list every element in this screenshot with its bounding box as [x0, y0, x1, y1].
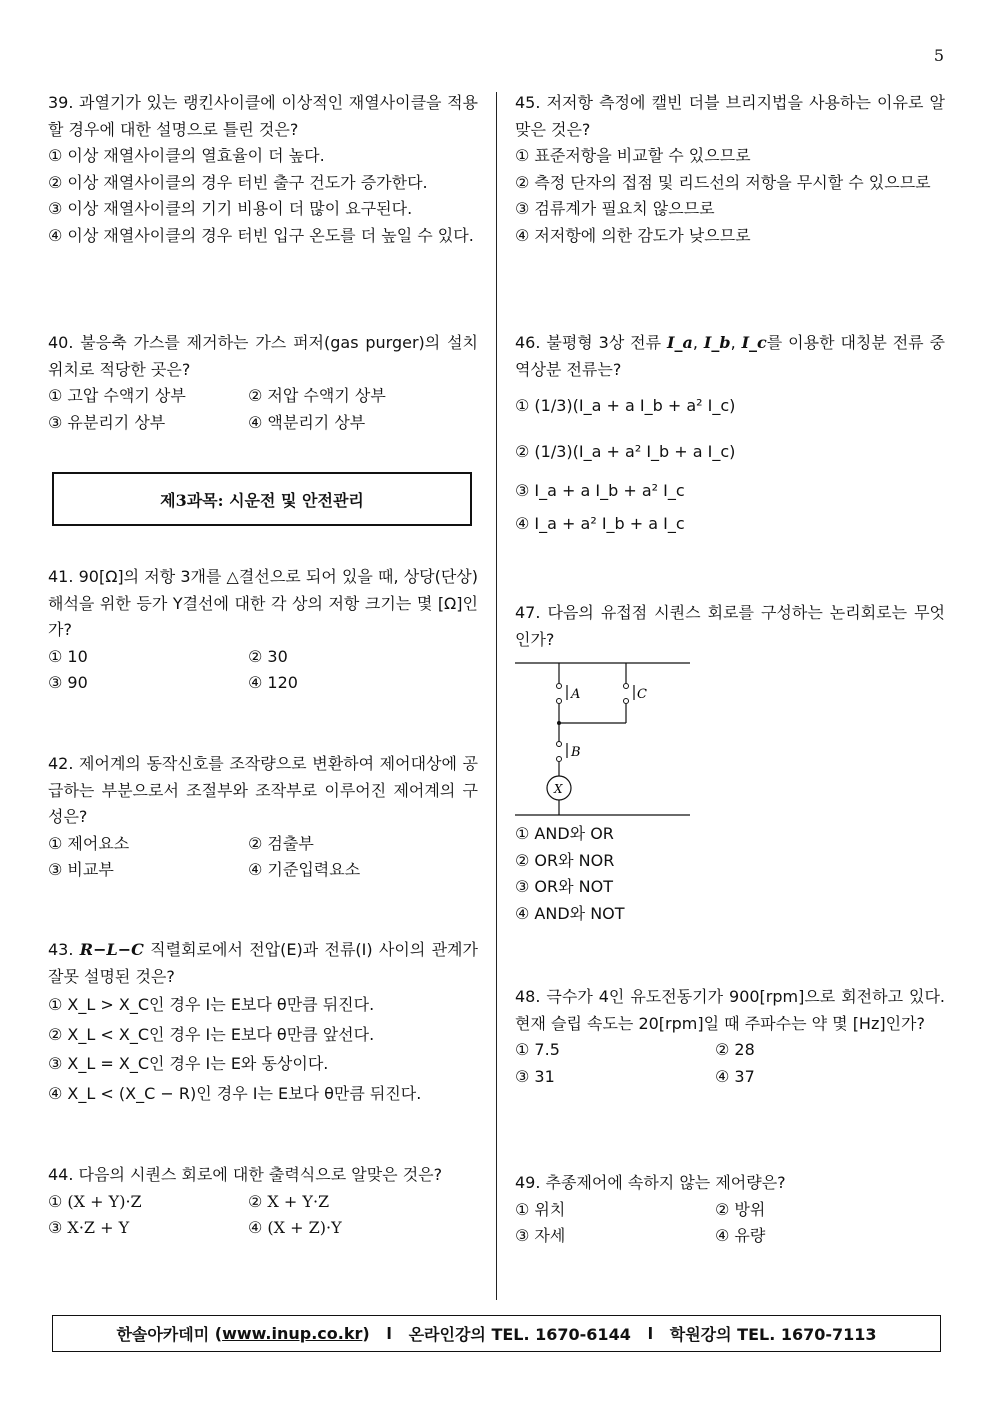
question-39 [48, 90, 478, 250]
question-46-option-1: ① (1/3)(I_a + a I_b + a² I_c) [515, 395, 736, 415]
footer-brand: 한솔아카데미 [116, 1325, 210, 1344]
question-47-option-4: ④ AND와 NOT [515, 903, 625, 923]
question-48-option-3: ③ 31 [515, 1066, 555, 1086]
question-45 [515, 90, 945, 250]
question-43 [48, 937, 478, 1108]
question-40 [48, 330, 478, 436]
question-49-option-1: ① 위치 [515, 1199, 566, 1219]
question-43-rlc: R−L−C [79, 940, 144, 959]
question-44-option-2: ② X + Y·Z [248, 1191, 330, 1211]
question-40-option-3: ③ 유분리기 상부 [48, 412, 166, 432]
question-46-stem: 46. 불평형 3상 전류 I_a, I_b, I_c를 이용한 대칭분 전류 중 역상분 전류는? [515, 333, 946, 379]
question-42-option-4: ④ 기준입력요소 [248, 860, 361, 880]
section-title: 제3과목: 시운전 및 안전관리 [52, 472, 472, 526]
contact-a-label: A [571, 687, 581, 703]
question-42-option-3: ③ 비교부 [48, 860, 114, 880]
question-48-option-1: ① 7.5 [515, 1040, 560, 1060]
question-45-option-3: ③ 검류계가 필요치 않으므로 [515, 199, 715, 219]
question-47-option-3: ③ OR와 NOT [515, 877, 614, 897]
question-39-option-4: ④ 이상 재열사이클의 경우 터빈 입구 온도를 더 높일 수 있다. [48, 225, 474, 245]
question-40-option-4: ④ 액분리기 상부 [248, 412, 366, 432]
question-43-option-2: ② X_L < X_C인 경우 I는 E보다 θ만큼 앞선다. [48, 1024, 375, 1044]
question-40-option-1: ① 고압 수액기 상부 [48, 386, 186, 406]
question-41-option-3: ③ 90 [48, 673, 88, 693]
contact-c-label: C [637, 687, 647, 703]
question-39-option-2: ② 이상 재열사이클의 경우 터빈 출구 건도가 증가한다. [48, 172, 428, 192]
relay-x-label: X [554, 782, 563, 797]
question-47-stem: 47. 다음의 유접점 시퀀스 회로를 구성하는 논리회로는 무엇인가? [515, 603, 945, 649]
question-42 [48, 751, 478, 884]
question-42-option-1: ① 제어요소 [48, 833, 130, 853]
question-43-stem-rest: 직렬회로에서 전압(E)과 전류(I) 사이의 관계가 잘못 설명된 것은? [48, 940, 478, 986]
current-ic: I_c [741, 333, 767, 352]
question-41-stem: 41. 90[Ω]의 저항 3개를 △결선으로 되어 있을 때, 상당(단상) 해석을 위한 등가 Y결선에 대한 각 상의 저항 크기는 몇 [Ω]인가? [48, 567, 478, 640]
question-45-stem: 45. 저저항 측정에 캘빈 더블 브리지법을 사용하는 이유로 알맞은 것은? [515, 93, 945, 139]
question-47 [515, 600, 945, 928]
question-48-stem: 48. 극수가 4인 유도전동기가 900[rpm]으로 회전하고 있다. 현재 슬립 속도는 20[rpm]일 때 주파수는 약 몇 [Hz]인가? [515, 987, 945, 1033]
question-49-option-3: ③ 자세 [515, 1226, 566, 1246]
question-48-option-4: ④ 37 [715, 1066, 755, 1086]
question-44-option-4: ④ (X + Z)·Y [248, 1218, 342, 1238]
question-41-option-2: ② 30 [248, 646, 288, 666]
question-49-option-4: ④ 유량 [715, 1226, 766, 1246]
footer-separator: l [386, 1324, 392, 1343]
question-41 [48, 564, 478, 697]
contact-b-label: B [571, 745, 581, 761]
page-number: 5 [933, 46, 944, 65]
question-48 [515, 984, 945, 1090]
question-49-option-2: ② 방위 [715, 1199, 766, 1219]
question-48-option-2: ② 28 [715, 1040, 755, 1060]
current-ib: I_b [703, 333, 731, 352]
footer-online-phone: 온라인강의 TEL. 1670-6144 [408, 1325, 631, 1344]
question-44 [48, 1162, 478, 1242]
question-43-option-4: ④ X_L < (X_C − R)인 경우 I는 E보다 θ만큼 뒤진다. [48, 1083, 422, 1103]
question-42-stem: 42. 제어계의 동작신호를 조작량으로 변환하여 제어대상에 공급하는 부분으로서 조절부와 조작부로 이루어진 제어계의 구성은? [48, 754, 478, 827]
footer-banner: 한솔아카데미 ( www.inup.co.kr ) l 온라인강의 TEL. 1670-6144 l 학원강의 TEL. 1670-7113 [52, 1315, 941, 1352]
question-46-option-3: ③ I_a + a I_b + a² I_c [515, 481, 685, 501]
question-47-option-2: ② OR와 NOR [515, 850, 615, 870]
question-44-stem: 44. 다음의 시퀀스 회로에 대한 출력식으로 알맞은 것은? [48, 1165, 443, 1184]
question-46-option-2: ② (1/3)(I_a + a² I_b + a I_c) [515, 441, 736, 461]
question-41-option-4: ④ 120 [248, 673, 298, 693]
question-43-option-3: ③ X_L = X_C인 경우 I는 E와 동상이다. [48, 1054, 329, 1074]
question-39-option-3: ③ 이상 재열사이클의 기기 비용이 더 많이 요구된다. [48, 199, 413, 219]
question-43-stem [48, 937, 478, 990]
relay-circuit-diagram [515, 655, 695, 821]
question-39-stem: 39. 과열기가 있는 랭킨사이클에 이상적인 재열사이클을 적용할 경우에 대한 설명으로 틀린 것은? [48, 93, 478, 139]
question-42-option-2: ② 검출부 [248, 833, 314, 853]
question-46 [515, 330, 945, 541]
question-43-option-1: ① X_L > X_C인 경우 I는 E보다 θ만큼 뒤진다. [48, 995, 375, 1015]
footer-separator: l [647, 1324, 654, 1343]
question-49 [515, 1170, 945, 1250]
question-43-number: 43. [48, 940, 74, 959]
question-46-option-4: ④ I_a + a² I_b + a I_c [515, 514, 685, 534]
question-41-option-1: ① 10 [48, 646, 88, 666]
footer-url-link[interactable]: www.inup.co.kr [222, 1324, 363, 1343]
footer-offline-phone: 학원강의 TEL. 1670-7113 [669, 1325, 877, 1344]
question-45-option-4: ④ 저저항에 의한 감도가 낮으므로 [515, 225, 751, 245]
question-46-stem-a: 46. 불평형 3상 전류 [515, 333, 662, 352]
question-49-stem: 49. 추종제어에 속하지 않는 제어량은? [515, 1173, 786, 1192]
question-44-option-1: ① (X + Y)·Z [48, 1191, 142, 1211]
question-46-stem-b: 를 이용한 대칭분 전류 중 역상분 전류는? [515, 333, 946, 379]
question-40-option-2: ② 저압 수액기 상부 [248, 386, 386, 406]
question-47-option-1: ① AND와 OR [515, 824, 614, 844]
column-divider [496, 92, 497, 1300]
question-44-option-3: ③ X·Z + Y [48, 1218, 130, 1238]
question-40-stem: 40. 불응축 가스를 제거하는 가스 퍼저(gas purger)의 설치 위치로 적당한 곳은? [48, 333, 478, 379]
question-45-option-1: ① 표준저항을 비교할 수 있으므로 [515, 146, 751, 166]
question-39-option-1: ① 이상 재열사이클의 열효율이 더 높다. [48, 146, 325, 166]
question-45-option-2: ② 측정 단자의 접점 및 리드선의 저항을 무시할 수 있으므로 [515, 172, 931, 192]
current-ia: I_a [667, 333, 693, 352]
